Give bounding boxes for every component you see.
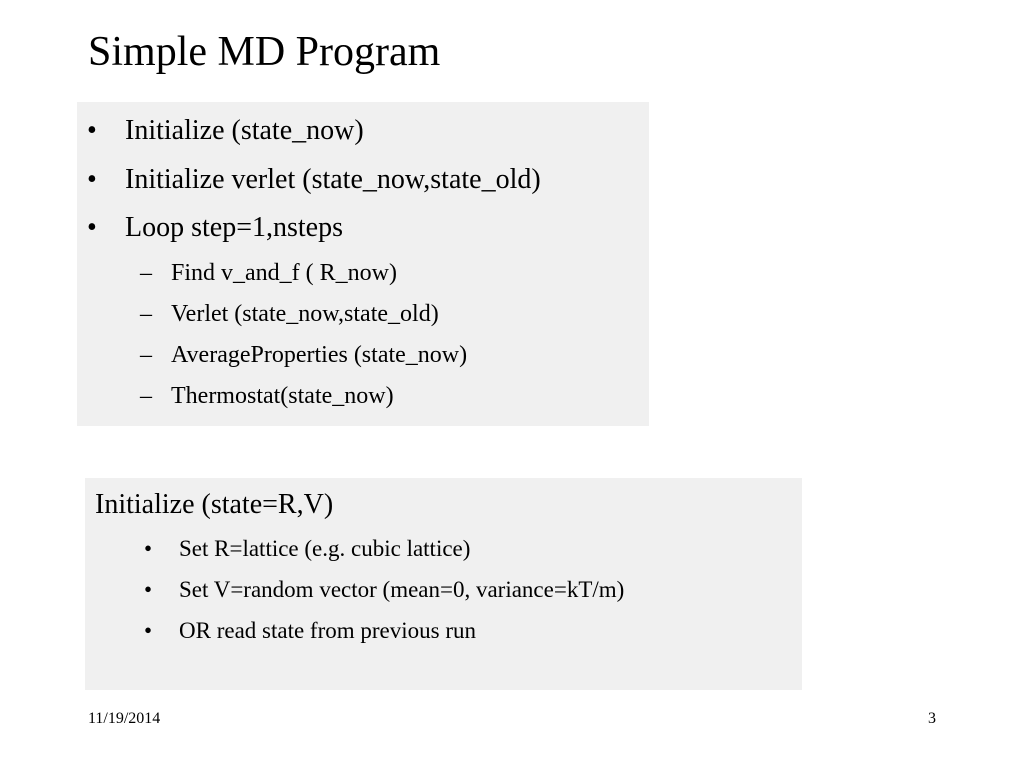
initialize-item-label: Set V=random vector (mean=0, variance=kT/m) — [179, 577, 625, 602]
bullet-icon: • — [144, 536, 153, 561]
outline-item-label: Initialize verlet (state_now,state_old) — [125, 164, 541, 195]
program-outline-panel — [77, 102, 649, 426]
initialize-item-label: Set R=lattice (e.g. cubic lattice) — [179, 536, 471, 561]
bullet-icon: • — [144, 618, 153, 643]
slide-title: Simple MD Program — [88, 29, 441, 75]
bullet-icon: • — [144, 577, 153, 602]
footer-date: 11/19/2014 — [88, 710, 161, 727]
sub-item-label: Verlet (state_now,state_old) — [171, 301, 439, 327]
dash-icon: – — [140, 342, 152, 368]
sub-item-label: AverageProperties (state_now) — [171, 342, 468, 368]
initialize-heading: Initialize (state=R,V) — [95, 489, 334, 520]
dash-icon: – — [140, 301, 152, 327]
sub-item-label: Find v_and_f ( R_now) — [171, 260, 397, 286]
bullet-icon: • — [87, 164, 97, 195]
outline-item-label: Loop step=1,nsteps — [125, 212, 343, 243]
bullet-icon: • — [87, 115, 97, 146]
dash-icon: – — [140, 383, 152, 409]
page-number: 3 — [928, 710, 936, 727]
initialize-details-panel — [85, 478, 802, 690]
outline-item-label: Initialize (state_now) — [125, 115, 364, 146]
bullet-icon: • — [87, 212, 97, 243]
dash-icon: – — [140, 260, 152, 286]
initialize-item-label: OR read state from previous run — [179, 618, 477, 643]
sub-item-label: Thermostat(state_now) — [171, 383, 394, 409]
